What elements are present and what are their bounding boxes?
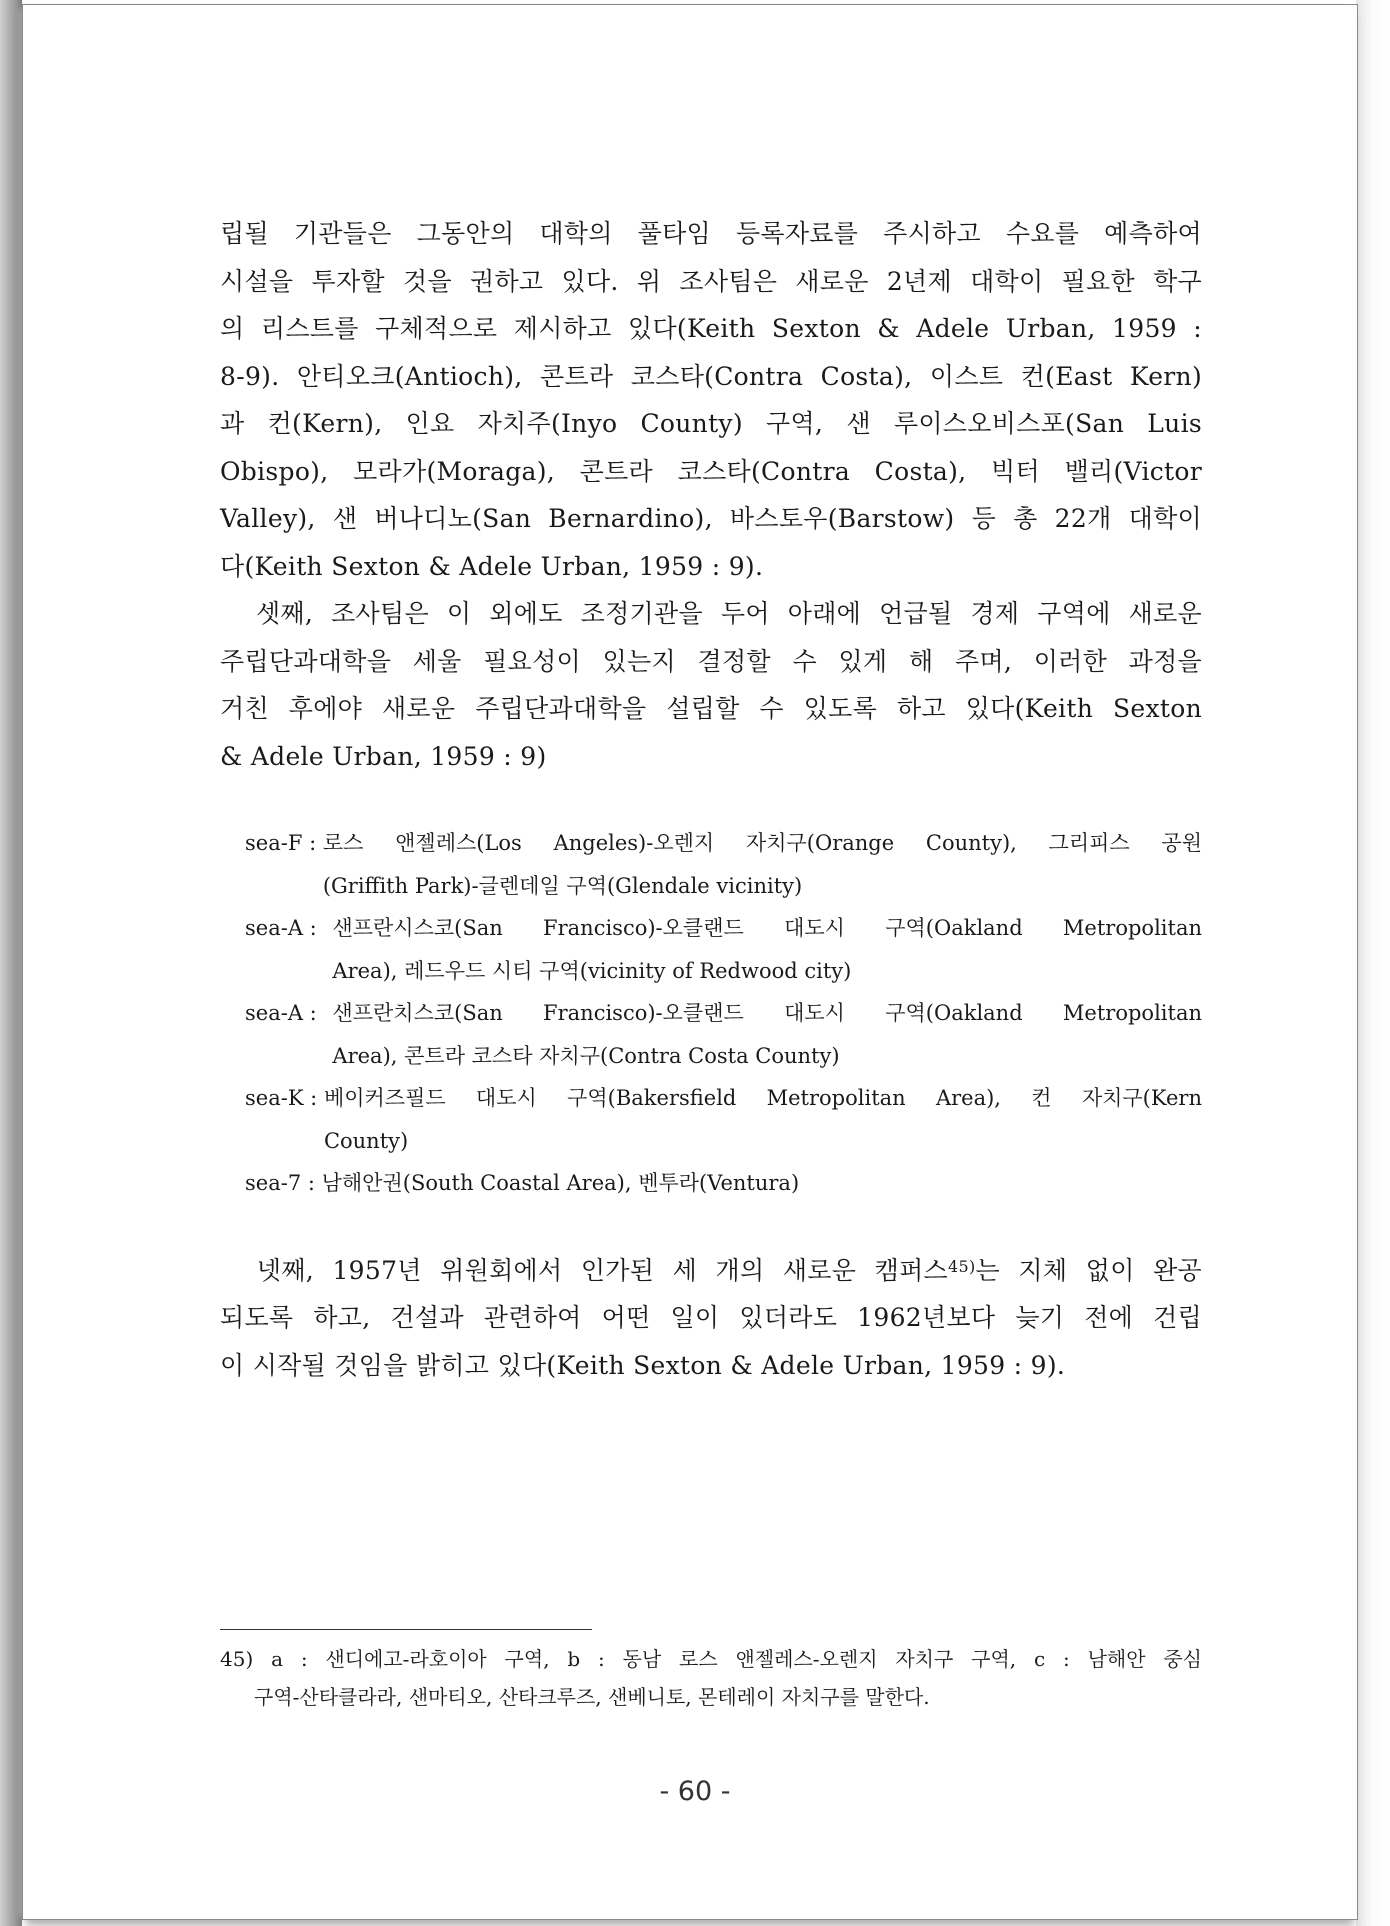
text-line: 8-9). 안티오크(Antioch), 콘트라 코스타(Contra Costa), 이스트 컨(East Kern) (220, 361, 1202, 391)
list-item (245, 1162, 1202, 1205)
text-line: 주립단과대학을 세울 필요성이 있는지 결정할 수 있게 해 주며, 이러한 과정을 (220, 646, 1202, 676)
region-code: sea-A : (245, 1001, 324, 1025)
text-line: 샌프란시스코(San Francisco)-오클랜드 대도시 구역(Oakland Metropolitan (332, 916, 1202, 940)
text-line: 의 리스트를 구체적으로 제시하고 있다(Keith Sexton & Adele Urban, 1959 : (220, 314, 1202, 343)
text-line: 과 컨(Kern), 인요 자치주(Inyo County) 구역, 샌 루이스오비스포(San Luis (220, 409, 1202, 438)
page-number: - 60 - (659, 1776, 731, 1807)
text-line: 립될 기관들은 그동안의 대학의 풀타임 등록자료를 주시하고 수요를 예측하여 (220, 219, 1202, 248)
text-line: County) (323, 1128, 409, 1153)
text-line: 되도록 하고, 건설과 관련하여 어떤 일이 있더라도 1962년보다 늦기 전에 건립 (220, 1303, 1202, 1332)
region-code: sea-K : (245, 1086, 324, 1110)
text-line: Obispo), 모라가(Moraga), 콘트라 코스타(Contra Costa), 빅터 밸리(Victor (220, 456, 1202, 486)
text-line: 로스 앤젤레스(Los Angeles)-오렌지 자치구(Orange County), 그리피스 공원 (322, 831, 1202, 855)
text-line: 시설을 투자할 것을 권하고 있다. 위 조사팀은 새로운 2년제 대학이 필요한 학구 (220, 266, 1202, 296)
text-segment: 는 지체 없이 완공 (975, 1255, 1202, 1285)
footnote-reference[interactable]: 45) (948, 1256, 976, 1276)
region-description (323, 822, 1202, 907)
list-item (245, 822, 1202, 907)
text-line: Valley), 샌 버나디노(San Bernardino), 바스토우(Barstow) 등 총 22개 대학이 (220, 504, 1202, 533)
page-left-shadow (0, 0, 22, 1926)
region-description (322, 1162, 1202, 1205)
region-description (332, 992, 1202, 1077)
list-item (245, 1077, 1202, 1162)
footnote (220, 1640, 1202, 1716)
region-description (332, 907, 1202, 992)
text-line: 다(Keith Sexton & Adele Urban, 1959 : 9). (220, 551, 764, 581)
region-list (245, 822, 1202, 1205)
paragraph-3 (220, 1247, 1202, 1390)
text-line: 거친 후에야 새로운 주립단과대학을 설립할 수 있도록 하고 있다(Keith Sexton (220, 694, 1202, 723)
list-item (245, 992, 1202, 1077)
list-item (245, 907, 1202, 992)
text-line: (Griffith Park)-글렌데일 구역(Glendale vicinity) (322, 873, 803, 898)
text-segment: 넷째, 1957년 위원회에서 인가된 세 개의 새로운 캠퍼스 (220, 1255, 949, 1285)
paragraph-1 (220, 210, 1202, 590)
paragraph-2 (220, 590, 1202, 780)
text-line (220, 1247, 1202, 1295)
footnote-line: 구역-산타클라라, 샌마티오, 산타크루즈, 샌베니토, 몬테레이 자치구를 말한다. (254, 1685, 930, 1709)
page-right-edge (1356, 0, 1390, 1926)
text-line: Area), 콘트라 코스타 자치구(Contra Costa County) (332, 1043, 840, 1068)
text-line: 셋째, 조사팀은 이 외에도 조정기관을 두어 아래에 언급될 경제 구역에 새로운 (220, 599, 1202, 628)
text-line: 베이커즈필드 대도시 구역(Bakersfield Metropolitan Area), 컨 자치구(Kern (323, 1086, 1202, 1110)
page-content (220, 210, 1202, 1389)
region-code: sea-7 : (245, 1171, 322, 1195)
footnote-divider (220, 1629, 592, 1630)
region-description (324, 1077, 1202, 1162)
text-line: & Adele Urban, 1959 : 9) (220, 741, 547, 771)
text-line: Area), 레드우드 시티 구역(vicinity of Redwood city) (332, 958, 852, 983)
region-code: sea-F : (245, 831, 323, 855)
region-code: sea-A : (245, 916, 324, 940)
text-line: 남해안권(South Coastal Area), 벤투라(Ventura) (321, 1171, 800, 1195)
footnote-line: 45) a : 샌디에고-라호이아 구역, b : 동남 로스 앤젤레스-오렌지 자치구 구역, c : 남해안 중심 (220, 1647, 1202, 1671)
text-line: 이 시작될 것임을 밝히고 있다(Keith Sexton & Adele Urban, 1959 : 9). (220, 1350, 1066, 1380)
text-line: 샌프란치스코(San Francisco)-오클랜드 대도시 구역(Oakland Metropolitan (332, 1001, 1202, 1025)
